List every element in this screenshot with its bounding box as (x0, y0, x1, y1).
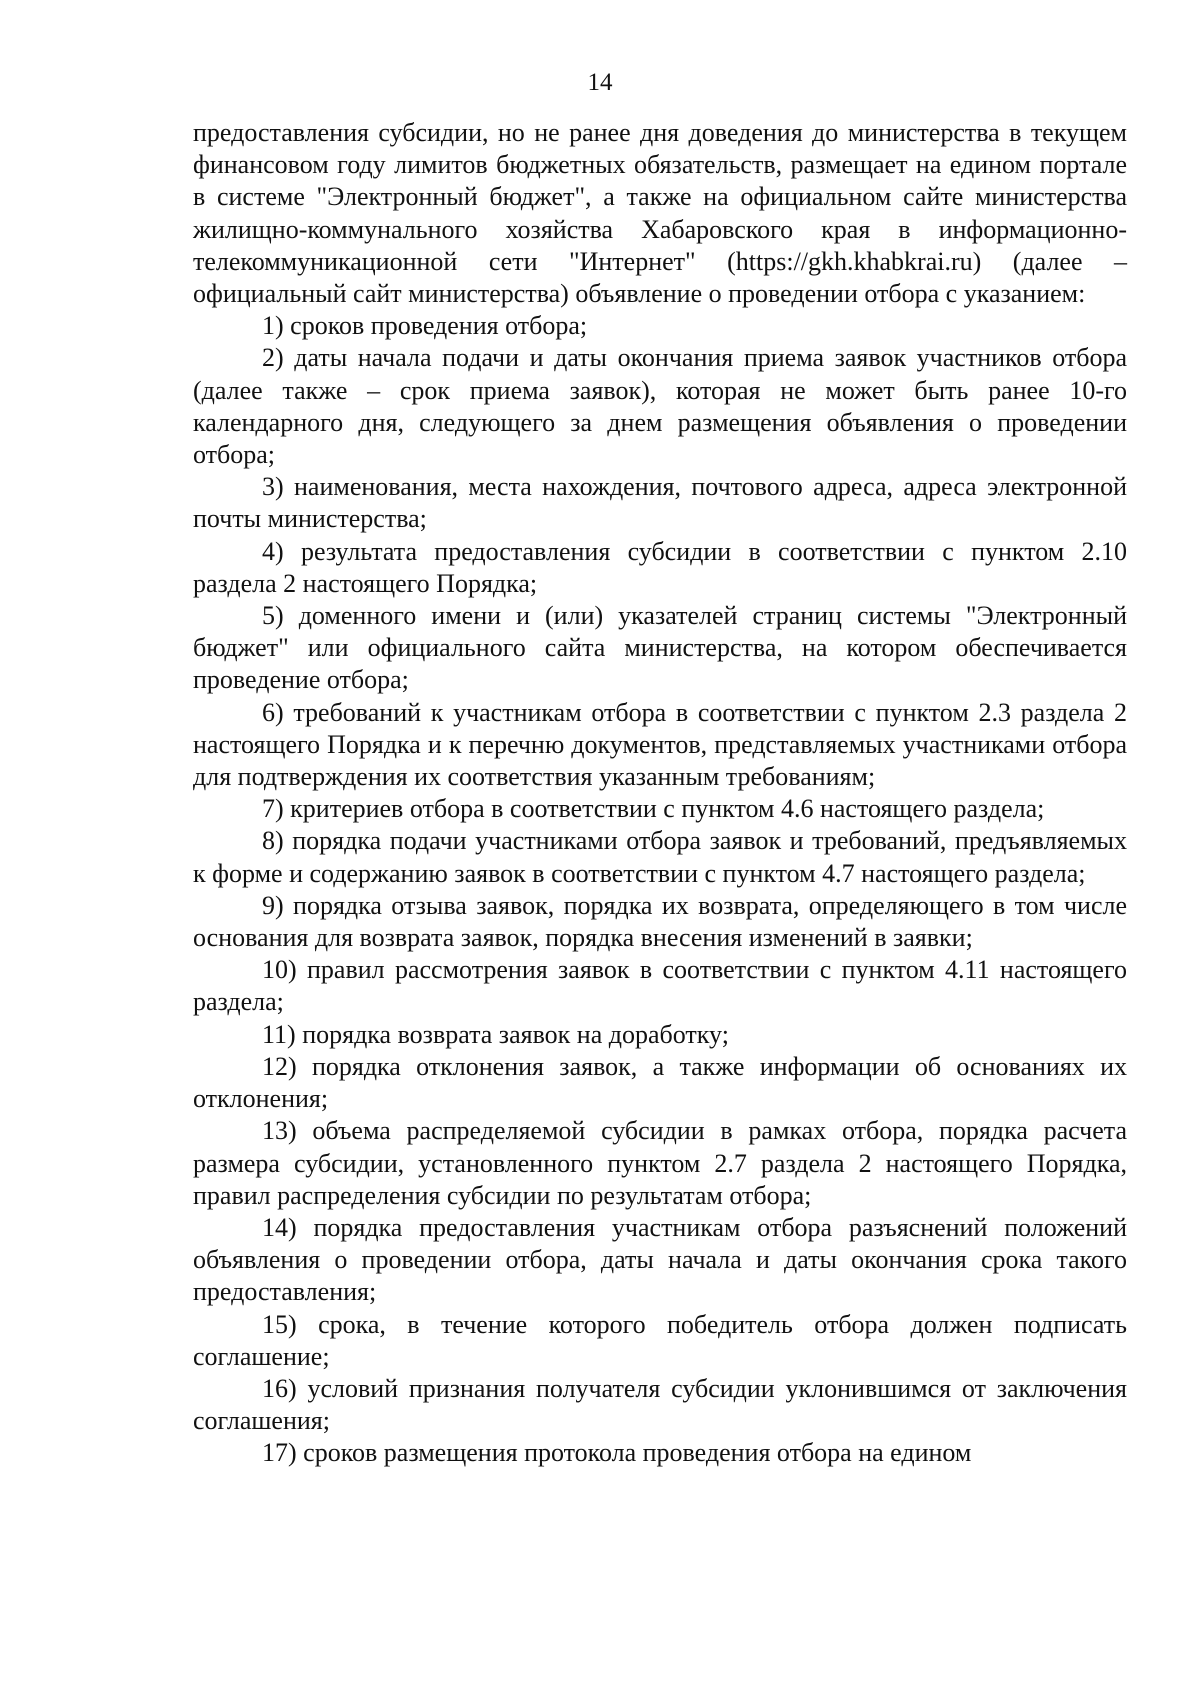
list-item-1: 1) сроков проведения отбора; (262, 311, 588, 341)
intro-paragraph: предоставления субсидии, но не ранее дня доведения до министерства в текущем финансовом году лимитов бюджетных обязательств, размещает на едином портале в системе "Электронный бюджет", а также на официальном сайте министерства жилищно-коммунального хозяйства Хабаровского края в информационно-телекоммуникационной сети "Интернет" (https://gkh.khabkrai.ru) (далее – официальный сайт министерства) объявление о проведении отбора с указанием: (193, 118, 1127, 309)
list-item-4: 4) результата предоставления субсидии в соответствии с пунктом 2.10 раздела 2 настоящего Порядка; (193, 536, 1127, 598)
list-item-17: 17) сроков размещения протокола проведения отбора на едином (262, 1438, 972, 1468)
list-item-3: 3) наименования, места нахождения, почтового адреса, адреса электронной почты министерства; (193, 472, 1127, 534)
document-body (193, 117, 1127, 1470)
list-item-8: 8) порядка подачи участниками отбора заявок и требований, предъявляемых к форме и содержанию заявок в соответствии с пунктом 4.7 настоящего раздела; (193, 826, 1127, 888)
list-item-14: 14) порядка предоставления участникам отбора разъяснений положений объявления о проведении отбора, даты начала и даты окончания срока такого предоставления; (193, 1212, 1127, 1307)
list-item-2: 2) даты начала подачи и даты окончания приема заявок участников отбора (далее также – срок приема заявок), которая не может быть ранее 10-го календарного дня, следующего за днем размещения объявления о проведении отбора; (193, 343, 1127, 470)
list-item-9: 9) порядка отзыва заявок, порядка их возврата, определяющего в том числе основания для возврата заявок, порядка внесения изменений в заявки; (193, 890, 1127, 953)
list-item-11: 11) порядка возврата заявок на доработку; (262, 1019, 729, 1049)
list-item-15: 15) срока, в течение которого победитель отбора должен подписать соглашение; (193, 1309, 1127, 1371)
list-item-13: 13) объема распределяемой субсидии в рамках отбора, порядка расчета размера субсидии, установленного пунктом 2.7 раздела 2 настоящего Порядка, правил распределения субсидии по результатам отбора; (193, 1116, 1127, 1210)
list-item-10: 10) правил рассмотрения заявок в соответствии с пунктом 4.11 настоящего раздела; (193, 955, 1127, 1017)
list-item-12: 12) порядка отклонения заявок, а также информации об основаниях их отклонения; (193, 1051, 1127, 1114)
list-item-5: 5) доменного имени и (или) указателей страниц системы "Электронный бюджет" или официального сайта министерства, на котором обеспечивается проведение отбора; (193, 601, 1127, 695)
list-item-6: 6) требований к участникам отбора в соответствии с пунктом 2.3 раздела 2 настоящего Порядка и к перечню документов, представляемых участниками отбора для подтверждения их соответствия указанным требованиям; (193, 697, 1127, 792)
list-item-7: 7) критериев отбора в соответствии с пунктом 4.6 настоящего раздела; (262, 794, 1045, 824)
list-item-16: 16) условий признания получателя субсидии уклонившимся от заключения соглашения; (193, 1373, 1127, 1436)
page-number: 14 (587, 69, 613, 96)
